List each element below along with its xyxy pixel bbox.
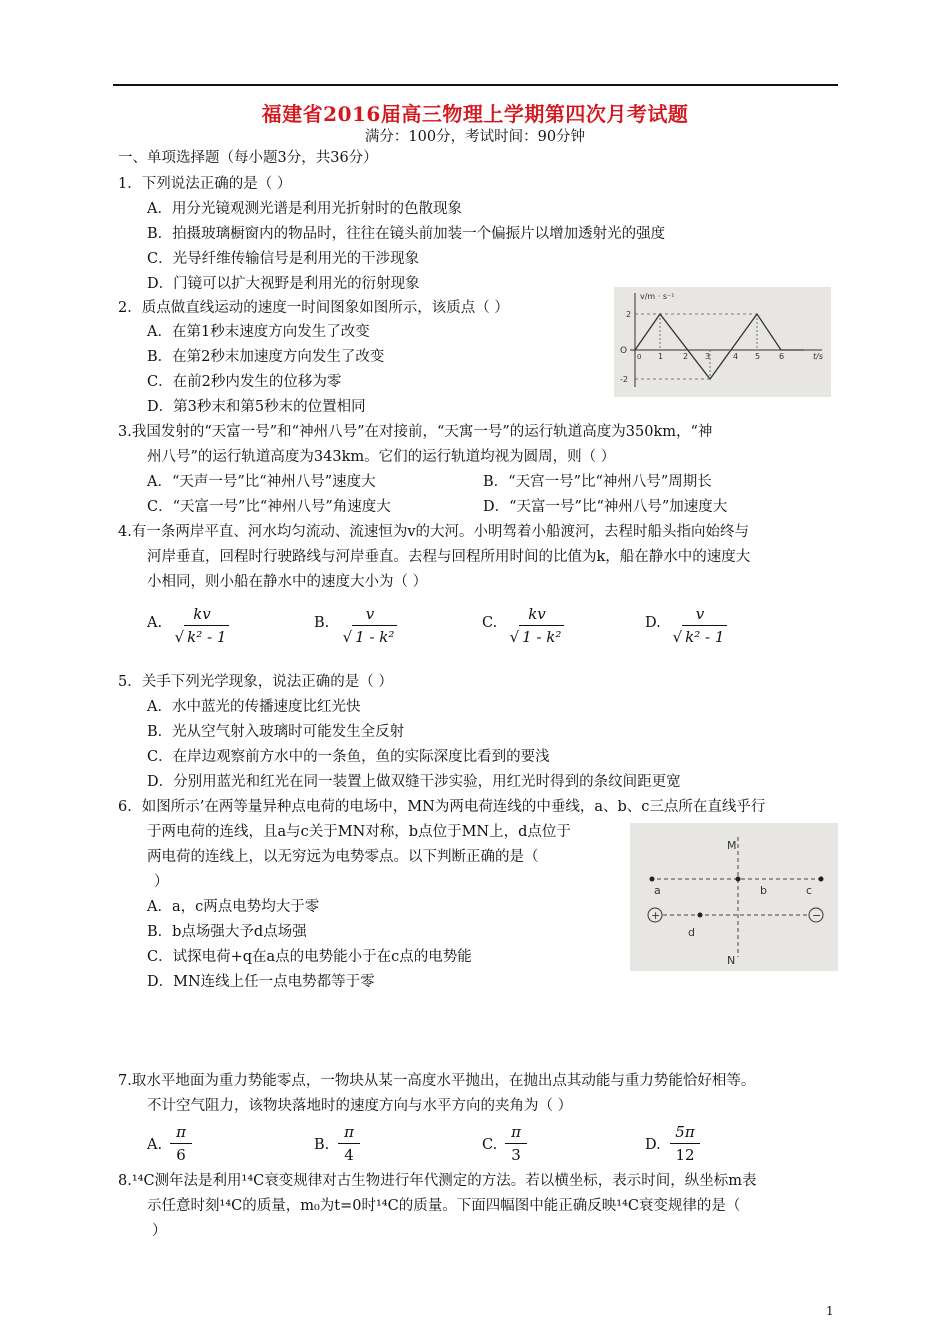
q3-option-a: A．“天声一号”比“神州八号”速度大 [147,474,376,490]
q5-stem: 5．关手下列光学现象，说法正确的是（ ） [118,674,393,690]
q7-label-a: A. [147,1137,163,1153]
vt-x-tick-5: 5 [755,352,761,361]
q4-label-c: C. [482,615,498,631]
q6-stem-line2: 于两电荷的连线，且a与c关于MN对称，b点位于MN上，d点位于 [147,824,571,840]
vt-x-tick-1: 1 [658,352,664,361]
q5-option-d: D．分别用蓝光和红光在同一装置上做双缝干涉实验，用红光时得到的条纹间距更宽 [147,774,681,790]
q4-den-d: k² - 1 [682,625,727,648]
label-a: a [654,884,661,897]
label-d: d [688,926,695,939]
vt-origin-label: O [620,346,628,356]
q4-fraction-c: kv √ 1 - k² [505,603,569,647]
vt-x-tick-0: 0 [637,353,642,361]
point-b [736,877,741,882]
q7-fraction-c [505,1121,527,1166]
label-n: N [727,954,736,967]
q4-fraction-d: v √ k² - 1 [668,603,732,647]
q7-num-a: π [176,1123,186,1141]
plus-sign: + [651,909,661,922]
q7-stem-line2: 不计空气阻力，该物块落地时的速度方向与水平方向的夹角为（ ） [147,1098,573,1114]
field-figure-svg [630,823,838,971]
q1-option-c: C．光导纤维传输信号是利用光的干涉现象 [147,251,420,267]
q7-label-b: B. [314,1137,330,1153]
q3-option-c: C．“天富一号”比“神州八号”角速度大 [147,499,391,515]
q4-den-a: k² - 1 [184,625,229,648]
vt-x-tick-2: 2 [683,352,689,361]
q6-option-d: D．MN连线上任一点电势都等于零 [147,974,375,990]
q3-option-b: B．“天宫一号”比“神州八号”周期长 [483,474,712,490]
q8-stem-line3: ） [152,1223,167,1239]
q4-label-b: B. [314,615,330,631]
q7-num-c: π [511,1123,521,1141]
q5-option-c: C．在岸边观察前方水中的一条鱼，鱼的实际深度比看到的要浅 [147,749,550,765]
label-c: c [806,884,813,897]
q6-option-b: B．b点场强大予d点场强 [147,924,307,940]
q4-den-c: 1 - k² [519,625,564,648]
q4-label-a: A. [147,615,163,631]
point-d [698,913,703,918]
q1-option-b: B．拍摄玻璃橱窗内的物品时，往往在镜头前加装一个偏振片以增加透射光的强度 [147,226,666,242]
q7-label-c: C. [482,1137,498,1153]
q4-label-d: D. [645,615,661,631]
q7-fraction-a [170,1121,192,1166]
q7-num-b: π [344,1123,354,1141]
q8-stem-line2: 示任意时刻¹⁴C的质量，m₀为t=0时¹⁴C的质量。下面四幅图中能正确反映¹⁴C衰变规律的是（ [147,1198,741,1214]
header-rule [113,84,838,86]
q4-fraction-b: v √ 1 - k² [338,603,402,647]
vt-x-tick-6: 6 [779,352,785,361]
q7-num-d: 5π [675,1123,695,1141]
q4-stem-line1: 4.有一条两岸平直、河水均匀流动、流速恒为v的大河。小明驾着小船渡河，去程时船头指向始终与 [118,524,750,540]
q7-fraction-d [670,1121,700,1166]
q2-option-d: D．第3秒末和第5秒末的位置相同 [147,399,366,415]
q2-stem: 2．质点做直线运动的速度一时间图象如图所示，该质点（ ） [118,300,509,316]
q6-stem-line1: 6．如图所示’在两等量异种点电荷的电场中，MN为两电荷连线的中垂线，a、b、c三点所在直线乎行 [118,799,766,815]
q7-den-b: 4 [344,1146,354,1164]
q2-option-a: A．在第1秒末速度方向发生了改变 [147,324,370,340]
q7-fraction-b [338,1121,360,1166]
q2-option-c: C．在前2秒内发生的位移为零 [147,374,342,390]
vt-y-tick-neg2: -2 [620,375,628,384]
q1-option-d: D．门镜可以扩大视野是利用光的衍射现象 [147,276,420,292]
section-heading: 一、单项选择题（每小题3分，共36分） [118,150,378,166]
q1-stem: 1．下列说法正确的是（ ） [118,176,292,192]
vt-y-label: v/m · s⁻¹ [640,292,675,301]
vt-x-tick-4: 4 [733,352,739,361]
label-b: b [760,884,767,897]
exam-info: 满分：100分，考试时间：90分钟 [364,129,586,145]
q3-stem-line1: 3.我国发射的“天富一号”和“神州八号”在对接前，“天寓一号”的运行轨道高度为350km，“神 [118,424,713,440]
vt-graph-svg [614,287,831,397]
velocity-time-graph [614,287,831,397]
q6-option-c: C．试探电荷+q在a点的电势能小于在c点的电势能 [147,949,472,965]
q8-stem-line1: 8.¹⁴C测年法是利用¹⁴C衰变规律对古生物进行年代测定的方法。若以横坐标，表示时间，纵坐标m表 [118,1173,757,1189]
q5-option-b: B．光从空气射入玻璃时可能发生全反射 [147,724,405,740]
q7-den-c: 3 [511,1146,521,1164]
page-title: 福建省2016届高三物理上学期第四次月考试题 [261,102,689,126]
q7-den-a: 6 [176,1146,186,1164]
point-c [819,877,824,882]
q4-num-c: kv [528,605,546,623]
q4-stem-line2: 河岸垂直，回程时行驶路线与河岸垂直。去程与回程所用时间的比值为k，船在静水中的速度大 [147,549,751,565]
q4-num-d: v [695,605,705,623]
minus-sign: − [812,909,822,922]
label-m: M [727,839,737,852]
q3-option-d: D．“天富一号”比“神州八号”加速度大 [483,499,728,515]
point-a [650,877,655,882]
q5-option-a: A．水中蓝光的传播速度比红光快 [147,699,361,715]
vt-x-label: t/s [813,352,823,361]
q6-option-a: A．a，c两点电势均大于零 [147,899,320,915]
q4-num-b: v [365,605,375,623]
q7-stem-line1: 7.取水平地面为重力势能零点，一物块从某一高度水平抛出，在抛出点其动能与重力势能恰好相等。 [118,1073,756,1089]
q7-label-d: D. [645,1137,661,1153]
vt-x-tick-3: 3 [705,352,711,361]
q4-num-a: kv [193,605,211,623]
q4-stem-line3: 小相同，则小船在静水中的速度大小为（ ） [147,574,428,590]
q7-den-d: 12 [675,1146,695,1164]
q2-option-b: B．在第2秒末加速度方向发生了改变 [147,349,385,365]
page-number: 1 [826,1304,834,1318]
vt-y-tick-2: 2 [626,310,632,319]
q6-stem-line3: 两电荷的连线上，以无穷远为电势零点。以下判断正确的是（ [147,849,539,865]
q3-stem-line2: 州八号”的运行轨道高度为343km。它们的运行轨道均视为圆周，则（ ） [147,449,616,465]
q1-option-a: A．用分光镜观测光谱是利用光折射时的色散现象 [147,201,462,217]
q6-stem-line4: ） [154,874,169,890]
q4-den-b: 1 - k² [352,625,397,648]
q4-fraction-a: kv √ k² - 1 [170,603,234,647]
electric-field-figure [630,823,838,971]
